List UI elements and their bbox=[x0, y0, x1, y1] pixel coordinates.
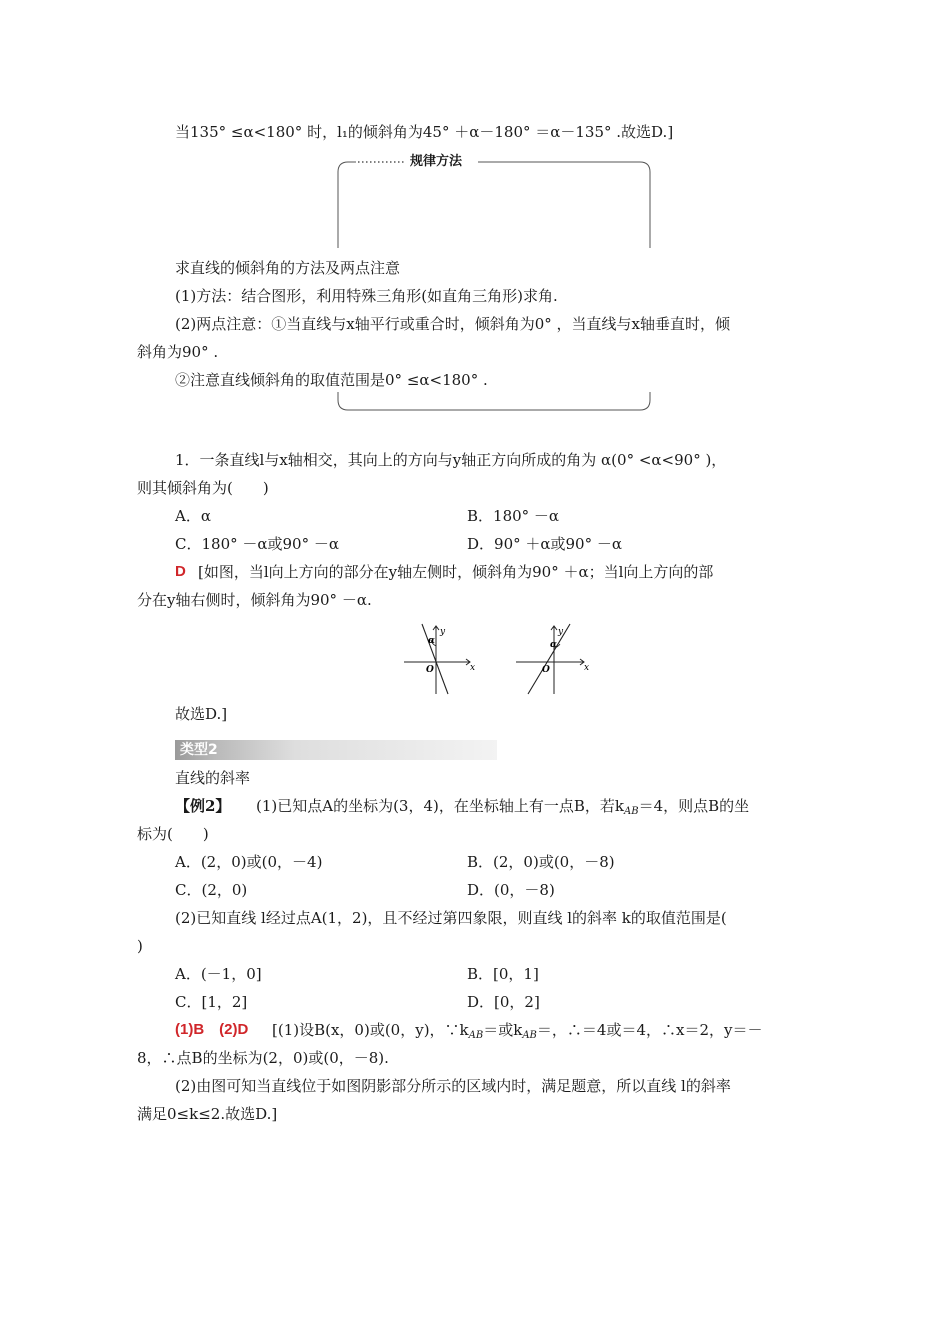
q1-figure-right bbox=[512, 620, 592, 698]
method-point-2-line-1: (2)两点注意：①当直线与x轴平行或重合时，倾斜角为0° ，当直线与x轴垂直时，倾 bbox=[175, 315, 730, 333]
example-2-solution-line-3: (2)由图可知当直线位于如图阴影部分所示的区域内时，满足题意，所以直线 l的斜率 bbox=[175, 1077, 731, 1095]
q1-solution-line-2: 分在y轴右侧时，倾斜角为90° －α. bbox=[137, 591, 372, 609]
e1-option-a: A．(2，0)或(0，－4) bbox=[175, 853, 323, 871]
e2-option-c: C．[1，2] bbox=[175, 993, 248, 1011]
e2-option-d: D．[0，2] bbox=[467, 993, 540, 1011]
fig-right-x-label: x bbox=[584, 663, 590, 673]
example-2-part-1-line-1: (1)已知点A的坐标为(3，4)，在坐标轴上有一点B，若$k_{AB}=4$，则点B的坐 bbox=[256, 797, 750, 817]
method-point-1: (1)方法：结合图形，利用特殊三角形(如直角三角形)求角. bbox=[175, 287, 558, 305]
method-box-top-frame bbox=[336, 150, 654, 250]
example-2-solution-line-4: 满足0≤k≤2.故选D.] bbox=[137, 1105, 278, 1123]
example-2-label: 【例2】 bbox=[175, 797, 231, 815]
q1-answer: D bbox=[175, 563, 186, 580]
fig-left-origin: O bbox=[426, 665, 434, 675]
method-box-bottom-frame bbox=[336, 390, 654, 416]
method-point-2-line-2: 斜角为90° . bbox=[137, 343, 219, 361]
example-2-part-2-line-1: (2)已知直线 l经过点A(1，2)，且不经过第四象限，则直线 l的斜率 k的取值范围是( bbox=[175, 909, 727, 927]
fig-left-x-label: x bbox=[470, 663, 476, 673]
example-2-part-1-line-2: 标为( ) bbox=[137, 825, 209, 843]
method-point-3: ②注意直线倾斜角的取值范围是0° ≤α<180° . bbox=[175, 371, 488, 389]
type-2-banner bbox=[175, 740, 497, 760]
fig-right-alpha: α bbox=[550, 640, 557, 650]
q1-solution-line-1: [如图，当l向上方向的部分在y轴左侧时，倾斜角为90° ＋α；当l向上方向的部 bbox=[198, 563, 714, 581]
type-2-label: 类型2 bbox=[180, 742, 218, 758]
type-2-title: 直线的斜率 bbox=[175, 769, 251, 787]
q1-line-1: 1．一条直线l与x轴相交，其向上的方向与y轴正方向所成的角为 α(0° <α<90° )， bbox=[175, 451, 727, 469]
example-2-solution-line-2: 8，∴点B的坐标为(2，0)或(0，－8). bbox=[137, 1049, 389, 1067]
example-2-answer: (1)B (2)D bbox=[175, 1021, 249, 1038]
q1-line-2: 则其倾斜角为( ) bbox=[137, 479, 269, 497]
fig-right-y-label: y bbox=[558, 627, 564, 637]
method-box-header: 规律方法 bbox=[410, 154, 463, 169]
example-2-solution-line-1: [(1)设B(x，0)或(0，y)，$\because k_{AB}=$或$k_{AB}=$，∴＝4或＝4，∴x＝2，y＝－ bbox=[272, 1021, 763, 1041]
q1-option-c: C．180° －α或90° －α bbox=[175, 535, 339, 553]
q1-option-a: A．α bbox=[175, 507, 211, 525]
e2-option-b: B．[0，1] bbox=[467, 965, 539, 983]
e1-option-d: D．(0，－8) bbox=[467, 881, 555, 899]
example-2-part-2-line-2: ) bbox=[137, 937, 143, 955]
fig-left-y-label: y bbox=[440, 627, 446, 637]
q1-option-d: D．90° ＋α或90° －α bbox=[467, 535, 622, 553]
e1-option-c: C．(2，0) bbox=[175, 881, 248, 899]
e1-option-b: B．(2，0)或(0，－8) bbox=[467, 853, 615, 871]
e2-option-a: A．(－1，0] bbox=[175, 965, 262, 983]
q1-end: 故选D.] bbox=[175, 705, 228, 723]
fig-right-origin: O bbox=[542, 665, 550, 675]
q1-figure-left bbox=[398, 620, 478, 698]
q1-option-b: B．180° －α bbox=[467, 507, 560, 525]
method-heading: 求直线的倾斜角的方法及两点注意 bbox=[175, 259, 401, 277]
intro-line: 当135° ≤α<180° 时，l₁的倾斜角为45° ＋α－180° ＝α－135° .故选D.] bbox=[175, 123, 674, 141]
fig-left-alpha: α bbox=[428, 636, 435, 646]
